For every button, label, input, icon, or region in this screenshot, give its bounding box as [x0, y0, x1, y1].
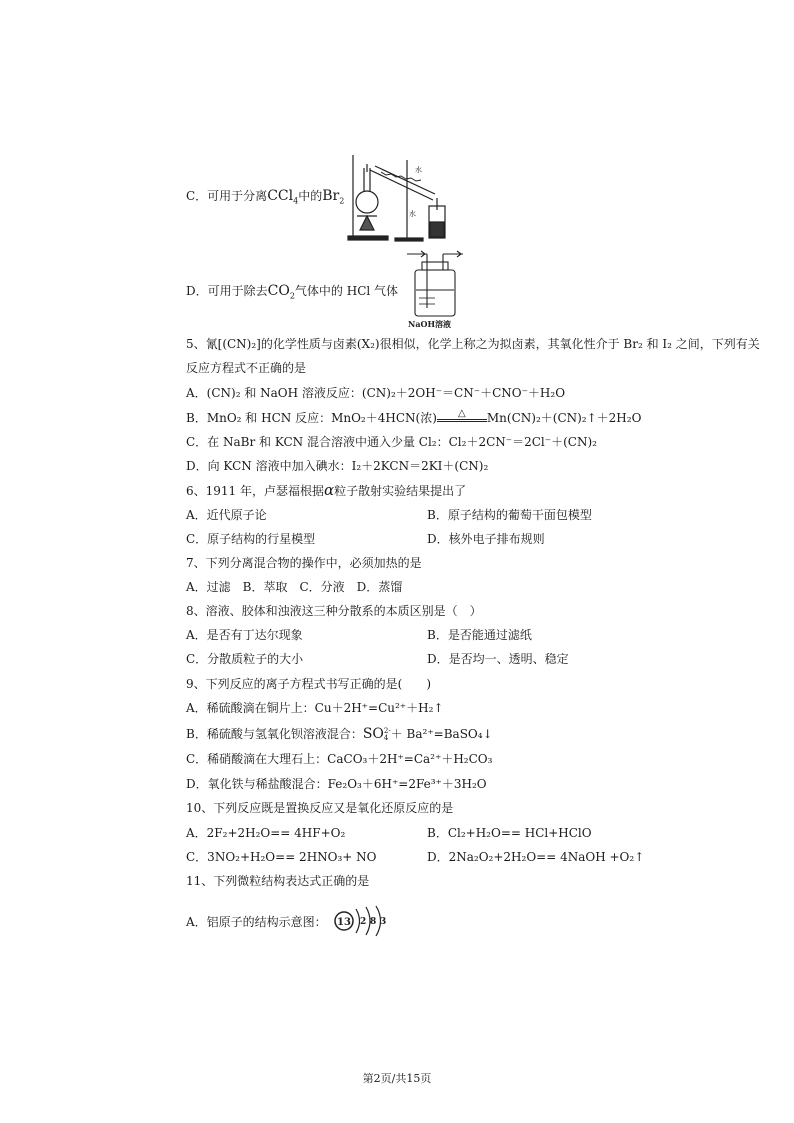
- q9-option-d: D．氧化铁与稀盐酸混合：Fe₂O₃＋6H⁺=2Fe³⁺＋3H₂O: [186, 777, 487, 791]
- q10-option-a: A．2F₂+2H₂O== 4HF+O₂: [186, 826, 346, 840]
- q8-stem: 8、溶液、胶体和浊液这三种分散系的本质区别是（ ）: [186, 604, 482, 618]
- aluminum-atom-diagram: [333, 905, 389, 937]
- q11-stem: 11、下列微粒结构表达式正确的是: [186, 874, 370, 888]
- q9-option-b: B．稀硫酸与氢氧化钡溶液混合：SO 2- 4 ＋ Ba²⁺=BaSO₄↓: [186, 726, 493, 742]
- q8-option-a: A．是否有丁达尔现象: [186, 628, 303, 642]
- q7-options: A．过滤 B．萃取 C．分液 D．蒸馏: [186, 580, 403, 594]
- q6-option-c: C．原子结构的行星模型: [186, 532, 316, 546]
- q9-option-a: A．稀硫酸滴在铜片上：Cu＋2H⁺=Cu²⁺＋H₂↑: [186, 701, 444, 715]
- shell-1-electrons: 2: [360, 917, 367, 927]
- q10-option-c: C．3NO₂+H₂O== 2HNO₃+ NO: [186, 850, 377, 864]
- shell-3-electrons: 3: [380, 917, 387, 927]
- q8-option-c: C．分散质粒子的大小: [186, 652, 304, 666]
- q6-stem: 6、1911 年，卢瑟福根据α粒子散射实验结果提出了: [186, 481, 467, 499]
- distillation-apparatus-figure: [345, 150, 455, 245]
- shell-2-electrons: 8: [370, 917, 377, 927]
- q5-stem-line2: 反应方程式不正确的是: [186, 361, 307, 375]
- q5-option-b: B．MnO₂ 和 HCN 反应：MnO₂＋4HCN(浓) △ Mn(CN)₂＋(CN)₂↑＋2H₂O: [186, 408, 642, 425]
- water-inlet-label: 水: [409, 210, 416, 218]
- q10-stem: 10、下列反应既是置换反应又是氧化还原反应的是: [186, 801, 454, 815]
- q5-option-a: A．(CN)₂ 和 NaOH 溶液反应：(CN)₂＋2OH⁻＝CN⁻＋CNO⁻＋H₂O: [186, 386, 566, 400]
- q4-option-d: D．可用于除去$CO_2$气体中的 HCl 气体: [186, 283, 399, 301]
- q5-option-d: D．向 KCN 溶液中加入碘水：I₂＋2KCN＝2KI＋(CN)₂: [186, 459, 489, 473]
- q10-option-b: B．Cl₂+H₂O== HCl+HClO: [427, 826, 592, 840]
- q5-stem-line1: 5、氰[(CN)₂]的化学性质与卤素(X₂)很相似，化学上称之为拟卤素，其氧化性介于 Br₂ 和 I₂ 之间，下列有关: [186, 337, 760, 351]
- nucleus-charge: 13: [337, 917, 351, 928]
- q6-option-b: B．原子结构的葡萄干面包模型: [427, 508, 592, 522]
- q9-stem: 9、下列反应的离子方程式书写正确的是( ): [186, 677, 431, 691]
- q10-option-d: D．2Na₂O₂+2H₂O== 4NaOH +O₂↑: [427, 850, 645, 864]
- q6-option-a: A．近代原子论: [186, 508, 267, 522]
- q9-option-c: C．稀硝酸滴在大理石上：CaCO₃＋2H⁺=Ca²⁺＋H₂CO₃: [186, 752, 493, 766]
- q8-option-d: D．是否均一、透明、稳定: [427, 652, 569, 666]
- q11-option-a: A．铝原子的结构示意图：: [186, 915, 327, 929]
- q7-stem: 7、下列分离混合物的操作中，必须加热的是: [186, 556, 422, 570]
- q5-option-c: C．在 NaBr 和 KCN 混合溶液中通入少量 Cl₂：Cl₂＋2CN⁻＝2Cl⁻＋(CN)₂: [186, 435, 597, 449]
- naoh-solution-label: NaOH溶液: [408, 319, 452, 329]
- gas-washing-bottle-figure: [405, 248, 465, 330]
- q6-option-d: D．核外电子排布规则: [427, 532, 545, 546]
- heat-condition: △: [437, 409, 487, 422]
- water-outlet-label: 水: [415, 166, 422, 174]
- page-footer: 第2页/共15页: [362, 1072, 432, 1085]
- q8-option-b: B．是否能通过滤纸: [427, 628, 532, 642]
- q4-option-c: C．可用于分离CCl$_4$中的$Br_2$: [186, 188, 345, 206]
